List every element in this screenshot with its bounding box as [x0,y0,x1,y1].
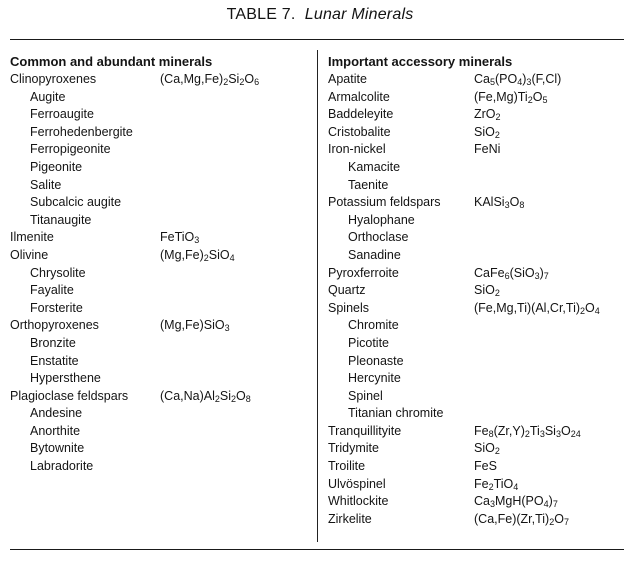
mineral-name: Clinopyroxenes [10,72,97,86]
mineral-group-row [328,458,628,476]
mineral-variety-row [10,353,310,371]
mineral-formula: $Fe_2TiO_4$ [474,476,519,492]
mineral-variety-row [328,317,628,335]
mineral-formula: $Ca_3MgH(PO_4)_7$ [474,494,558,510]
mineral-formula: $(Mg,Fe)_2SiO_4$ [160,247,235,263]
mineral-name: Whitlockite [328,494,389,509]
accessory-minerals-list [328,71,628,528]
mineral-name: Pigeonite [30,159,83,174]
mineral-variety-row [328,212,628,230]
mineral-formula: FeNi [474,142,501,157]
mineral-formula: SiO$_2$ [474,283,500,299]
mineral-formula: FeTiO$_3$ [160,230,200,246]
mineral-name: Taenite [348,177,389,192]
mineral-variety-row [10,405,310,423]
mineral-name: Andesine [30,406,83,421]
mineral-name: Bronzite [30,335,76,350]
mineral-name: Zirkelite [328,511,372,526]
mineral-name: Pleonaste [348,353,404,368]
mineral-name: Potassium feldspars [328,195,441,210]
common-minerals-column [10,53,310,476]
mineral-group-row [328,493,628,511]
mineral-name: Apatite [328,72,367,86]
mineral-formula: $(Ca,Fe)(Zr,Ti)_2O_7$ [474,511,569,527]
mineral-group-row [328,511,628,529]
mineral-name: Hercynite [348,371,401,386]
mineral-formula: $(Fe,Mg)Ti_2O_5$ [474,89,548,105]
mineral-name: Ulvöspinel [328,476,386,491]
mineral-group-row [328,300,628,318]
mineral-name: Labradorite [30,459,94,474]
mineral-name: Ilmenite [10,230,54,245]
mineral-variety-row [328,335,628,353]
mineral-name: Orthopyroxenes [10,318,99,333]
mineral-variety-row [328,388,628,406]
mineral-formula: $KAlSi_3O_8$ [474,195,525,211]
mineral-variety-row [10,159,310,177]
mineral-formula: $(Ca,Mg,Fe)_2Si_2O_6$ [160,72,260,87]
mineral-formula: FeS [474,459,497,474]
mineral-formula: $Fe_8(Zr,Y)_2Ti_3Si_3O_{24}$ [474,423,581,439]
mineral-formula: ZrO$_2$ [474,107,501,123]
mineral-variety-row [10,300,310,318]
mineral-variety-row [10,440,310,458]
mineral-name: Olivine [10,247,49,262]
mineral-name: Subcalcic augite [30,195,122,210]
mineral-name: Fayalite [30,283,74,298]
bottom-rule [10,549,624,550]
mineral-formula: $(Ca,Na)Al_2Si_2O_8$ [160,388,251,404]
mineral-group-row [328,124,628,142]
column-divider [317,50,318,542]
mineral-name: Sanadine [348,247,401,262]
mineral-variety-row [10,335,310,353]
mineral-name: Baddeleyite [328,107,394,122]
mineral-group-row [10,247,310,265]
mineral-name: Armalcolite [328,89,390,104]
mineral-group-row [328,89,628,107]
mineral-name: Chrysolite [30,265,86,280]
mineral-variety-row [10,106,310,124]
mineral-name: Anorthite [30,423,81,438]
mineral-formula: $(Fe,Mg,Ti)(Al,Cr,Ti)_2O_4$ [474,300,600,316]
mineral-name: Ferroaugite [30,107,94,122]
mineral-variety-row [328,159,628,177]
mineral-variety-row [10,370,310,388]
mineral-name: Tranquillityite [328,423,402,438]
mineral-variety-row [10,124,310,142]
mineral-name: Pyroxferroite [328,265,399,280]
mineral-variety-row [328,353,628,371]
mineral-name: Kamacite [348,159,401,174]
mineral-name: Plagioclase feldspars [10,388,129,403]
common-minerals-list [10,71,310,476]
mineral-name: Hypersthene [30,371,101,386]
mineral-group-row [10,317,310,335]
mineral-name: Orthoclase [348,230,409,245]
mineral-variety-row [10,458,310,476]
table-caption: Lunar Minerals [304,6,414,23]
mineral-group-row [328,423,628,441]
mineral-group-row [328,440,628,458]
mineral-name: Augite [30,89,66,104]
mineral-variety-row [10,212,310,230]
mineral-name: Spinels [328,300,369,315]
mineral-name: Troilite [328,459,366,474]
mineral-name: Chromite [348,318,399,333]
mineral-name: Titanian chromite [348,406,444,421]
mineral-formula: (Mg,Fe)SiO$_3$ [160,318,230,334]
mineral-group-row [328,194,628,212]
mineral-name: Forsterite [30,300,83,315]
accessory-minerals-column [328,53,628,528]
mineral-name: Spinel [348,388,383,403]
mineral-variety-row [328,370,628,388]
mineral-variety-row [10,89,310,107]
mineral-variety-row [328,405,628,423]
table-number: TABLE 7. [226,6,296,23]
mineral-variety-row [328,177,628,195]
mineral-name: Ferrohedenbergite [30,124,133,139]
table-title [0,6,640,24]
mineral-group-row [328,282,628,300]
mineral-group-row [328,71,628,89]
mineral-group-row [328,106,628,124]
mineral-variety-row [10,265,310,283]
mineral-name: Iron-nickel [328,142,386,157]
mineral-formula: SiO$_2$ [474,124,500,140]
mineral-name: Enstatite [30,353,79,368]
column-heading-accessory: Important accessory minerals [328,54,513,69]
mineral-formula: SiO$_2$ [474,441,500,457]
mineral-name: Ferropigeonite [30,142,111,157]
mineral-variety-row [10,177,310,195]
mineral-variety-row [10,282,310,300]
mineral-name: Bytownite [30,441,85,456]
mineral-name: Cristobalite [328,124,391,139]
top-rule [10,39,624,40]
mineral-group-row [10,71,310,89]
mineral-formula: $Ca_5(PO_4)_3(F,Cl)$ [474,72,562,87]
mineral-name: Titanaugite [30,212,92,227]
mineral-variety-row [10,423,310,441]
column-heading-common: Common and abundant minerals [10,54,213,69]
mineral-formula: $CaFe_6(SiO_3)_7$ [474,265,549,281]
mineral-group-row [328,476,628,494]
mineral-name: Picotite [348,335,389,350]
mineral-group-row [328,265,628,283]
mineral-name: Tridymite [328,441,379,456]
mineral-name: Quartz [328,283,366,298]
mineral-name: Salite [30,177,62,192]
mineral-name: Hyalophane [348,212,415,227]
mineral-group-row [328,141,628,159]
mineral-variety-row [328,247,628,265]
mineral-variety-row [328,229,628,247]
mineral-group-row [10,388,310,406]
mineral-group-row [10,229,310,247]
mineral-variety-row [10,194,310,212]
mineral-variety-row [10,141,310,159]
